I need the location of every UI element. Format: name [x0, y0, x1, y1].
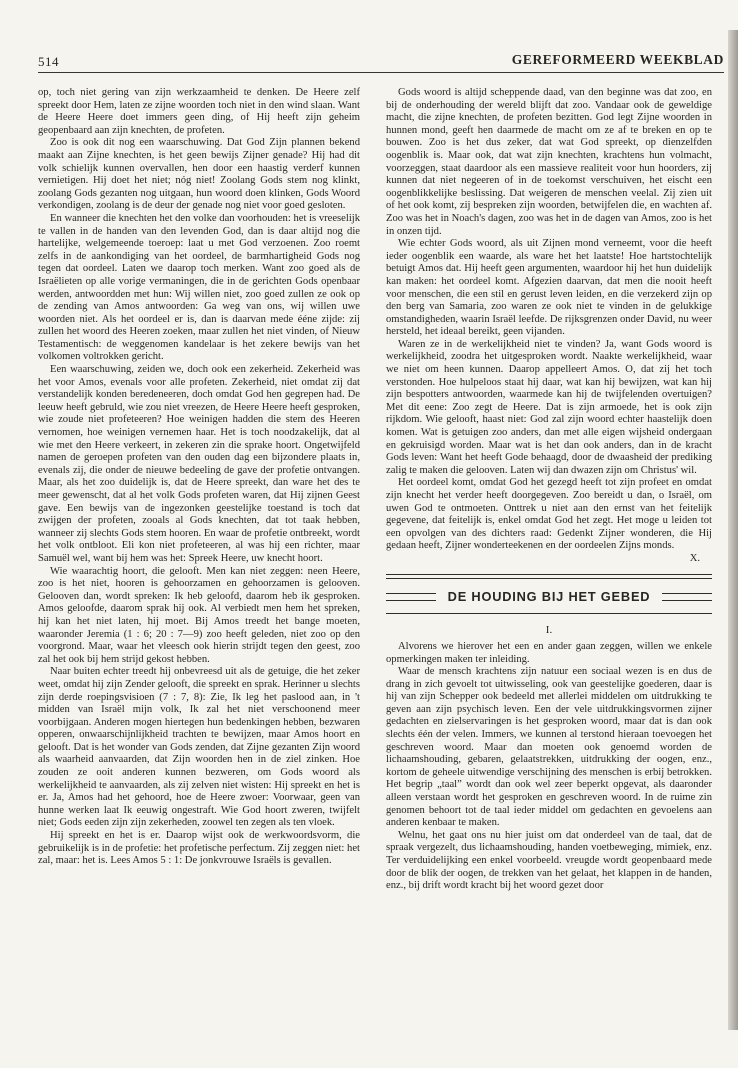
paragraph: Waar de mensch krachtens zijn natuur een sociaal wezen is en dus de drang in zich gevoelt tot uitwisseling, ook van geestelijke goederen, daar is hij van zijn Schepper ook bedeeld met allerlei middelen om uitdrukking te geven aan zijn psychisch leven. Een der vele uitdrukkingsvormen zijner gedachten en zielservaringen is het gesproken woord, maar dat is dan ook slechts één der velen. Immers, we kunnen al terstond hieraan toevoegen het geschreven woord. Maar dan moeten ook genoemd worden de lichaamshouding, gebaren, gelaatstrekken, uitdrukking der oogen, enz., kortom de geheele uitwendige verschijning des menschen is erbij betrokken. Het begrip „taal” wordt dan ook wel zeer beperkt opgevat, als daaronder alleen verstaan wordt het gesproken en geschreven woord. In de ruime zin genomen behoort tot de taal ieder middel om gedachten en gevoelens aan anderen kenbaar te maken.	[386, 666, 712, 829]
right-column	[386, 87, 712, 893]
paragraph: Het oordeel komt, omdat God het gezegd heeft tot zijn profeet en omdat zijn knecht het verder heeft doorgegeven. Zoo bereidt u dan, o Israël, om uwen God te ontmoeten. Onttrek u niet aan den ernst van het feitelijk gegevene, dat feitelijk is, enkel omdat God het zegt. Het moge u leiden tot een opvolgen van des dichters raad: Gedenkt Zijner wonderen, die Hij gedaan heeft, Zijner wonderteekenen en der oordeelen Zijns monds.	[386, 477, 712, 552]
paragraph: Welnu, het gaat ons nu hier juist om dat onderdeel van de taal, dat de spraak vergezelt, dus lichaamshouding, handen voetbeweging, mimiek, enz. Ter verduidelijking een enkel voorbeeld. vreugde wordt geopenbaard mede door de blik der oogen, de trekken van het gelaat, het klappen in de handen, enz., bij drift wordt kracht bij het woord gezet door	[386, 829, 712, 892]
heading-bar-left	[386, 593, 436, 601]
paragraph: Zoo is ook dit nog een waarschuwing. Dat God Zijn plannen bekend maakt aan Zijne knechten, is het geen bewijs Zijner genade? Hij had dit volk schielijk kunnen overvallen, hen door een haastig verderf kunnen vernietigen. Hij doet het niet; nóg niet! Zoolang Gods stem nog klinkt, zoolang Gods gezanten nog uitgaan, hun woord doen klinken, Gods Woord verkondigen, zoolang is de deur der genade nog niet voor goed gesloten.	[38, 137, 360, 212]
section-divider	[386, 574, 712, 579]
paragraph: op, toch niet gering van zijn werkzaamheid te denken. De Heere zelf spreekt door Hem, laten ze zijne woorden toch niet in den wind slaan. Want de Heere Heere doet immers geen ding, of Hij heeft zijn geheim geopenbaard aan zijn knechten, de profeten.	[38, 87, 360, 136]
paragraph: Een waarschuwing, zeiden we, doch ook een zekerheid. Zekerheid was het voor Amos, evenals voor alle profeten. Zekerheid, niet omdat zij dat verstandelijk konden beredeneeren, doch omdat God hen gegrepen had. De leeuw heeft gebruld, wie zou niet vreezen, de Heere Heere heeft gesproken, wie zoude niet profeteeren? Hoe weinigen hadden die stem des Heeren vernomen, hoe weinigen vernemen haar. Het is toch noodzakelijk, dat al wie met den Heere verkeert, in zekeren zin die sprake hoort. Ongetwijfeld namen de geroepen profeten van den ouden dag een bijzondere plaats in, evenals zij, die onder de nieuwe bedeeling de gave der profetie ontvangen. Maar, als het zoo duidelijk is, dat de Heere spreekt, dan ware het des te meer gewenscht, dat al het volk Gods profeten waren, dat Hij zijnen Geest gave. Een bewijs van de ingezonken geestelijke toestand is toch dat zwijgen der profeten, zooals al Gods knechten, dat tot taak hebben, wanneer zij slechts Gods stem hooren. En waar de profetie ontbreekt, wordt het volk ontbloot. Eli kon niet profeteeren, al was hij een richter, maar Samuël wel, want bij hem was het: Spreek Heere, uw knecht hoort.	[38, 364, 360, 564]
paragraph: Hij spreekt en het is er. Daarop wijst ook de werkwoordsvorm, die gebruikelijk is in de profetie: het profetische perfectum. Zij zeggen niet: het zal, maar: het is. Lees Amos 5 : 1: De jonkvrouwe Israëls is gevallen.	[38, 830, 360, 867]
section-heading	[386, 587, 712, 607]
publication-title: GEREFORMEERD WEEKBLAD	[511, 52, 724, 67]
page-spine-shadow	[728, 30, 738, 1030]
divider-rule	[386, 613, 712, 614]
paragraph: Wie echter Gods woord, als uit Zijnen mond verneemt, voor die heeft ieder oogenblik een waarde, als ware het het laatste! Hoe hartstochtelijk betuigt Amos dat. Hij heeft geen argumenten, waardoor hij het hun duidelijk kan maken: het oordeel komt. Afgezien daarvan, dat men die nooit heeft voor menschen, die een stil en gerust leven leiden, en die verzekerd zijn op den berg van Samaria, zoo waren ze ook niet te vinden in de gelukkige omstandigheden, waarin Israël leefde. De rijksgrenzen onder David, nu weer hersteld, het ideaal bereikt, geen vijanden.	[386, 238, 712, 338]
paragraph: En wanneer die knechten het den volke dan voorhouden: het is vreeselijk te vallen in de handen van den levenden God, dan is daar altijd nog die hartelijke, welgemeende toeroep: laat u met God verzoenen. Zoo roemt zelfs in de aankondiging van het oordeel, de barmhartigheid Gods nog tegen dat oordeel. Laten we daarop toch merken. Want zoo goed als de Israëlieten op alle vorige vermaningen, die in de gerichten Gods openbaar werden, antwoordden met hun: Wij willen niet, zoo goed zullen ze ook op de zending van Amos antwoorden: Ga weg van ons, wij willen uwe woorden niet. Als het oordeel er is, dan is daarvan mede ééne zijde: zij zullen het woord des Heeren zoeken, maar zullen het niet vinden, of Nieuw Testamentisch: de weggenomen kandelaar is het zekere bewijs van het volkomen voltrokken gericht.	[38, 212, 360, 363]
paragraph: Naar buiten echter treedt hij onbevreesd uit als de getuige, die het zeker weet, omdat hij zijn Zender gelooft, die spreekt en sprak. Herinner u slechts zijn derde roepingsvisioen (7 : 7, 8): Zie, Ik leg het paslood aan, in 't midden van Israël mijn volk, Ik zal het niet verschoonend meer voorbijgaan. Anderen mogen hiertegen hun bedenkingen hebben, bezwaren opperen, onwaarschijnlijkheid trachten te bewijzen, maar Amos hoort en gelooft. Dat is het wonder van Gods zenden, dat Zijne gezanten Zijn woord als waarheid aanvaarden, dat Zijn woorden hen in de ziel zinken. Hoe zouden ze ooit anderen kunnen bezweren, om Gods woord als werkelijkheid te aanvaarden, als zij zelven niet wisten: Hij spreekt en het is er. Ja, Amos had het gehoord, hoe de Heere zwoer: Voorwaar, geen van hunne werken laat Ik eeuwig ongestraft. Wie God hoort zweren, twijfelt niet; Gods eeden zijn zijn zekerheden, zoowel ten zegen als ten vloek.	[38, 666, 360, 829]
author-signature: X.	[689, 552, 700, 564]
paragraph: Waren ze in de werkelijkheid niet te vinden? Ja, want Gods woord is werkelijkheid, zoodra het uitgesproken wordt. Naakte werkelijkheid, waar we niet om heen kunnen. Daarop appelleert Amos. O, dat zij het toch verstonden. Hoe hulpeloos staat hij daar, wat kan hij bewijzen, wat kan hij zijn bespotters antwoorden, waarmede kan hij de twijfelenden overtuigen? Met dit eene: Zoo zegt de Heere. Dat is zijn armoede, het is ook zijn rijkdom. Wie gelooft, haast niet: God zal zijn woord echter haastelijk doen komen. Wat is getuigen zoo anders, dan met alle eigen wijsheid ondergaan en gekruisigd worden. Maar wat is het dan ook anders, dan in de kracht Gods leven: Want het heeft Gode behaagd, door de dwaasheid der prediking zalig te maken die gelooven. Laten wij dan dwazen zijn om Christus' wil.	[386, 338, 712, 476]
left-column	[38, 87, 360, 868]
divider-rule	[386, 574, 712, 575]
paragraph: Gods woord is altijd scheppende daad, van den beginne was dat zoo, en bij de onderhouding der wereld blijft dat zoo. Vandaar ook de geweldige macht, die zijne knechten, de profeten bezitten. God legt Zijne woorden in hunnen mond, geeft hen daarmede de macht om ze af te breken en op te bouwen. Zoo is het dus zeker, dat wat God spreekt, op dienzelfden oogenblik is. Maar ook, dat wat zijn knechten, krachtens hun volmacht, voorzeggen, staat daardoor als een massieve realiteit voor hun hoorders, zij kunnen dat niet negeeren of in de toekomst verschuiven, het eischt een oogenblikkelijke beslissing. Dat weigeren de menschen veelal. Zij zien uit of het ook komt, zij bespreken zijn woorden, betwijfelen die, en wachten af. Zoo was het in Noach's dagen, zoo was het in de dagen van Amos, zoo is het in onzen tijd.	[386, 87, 712, 237]
section-title-text: DE HOUDING BIJ HET GEBED	[447, 588, 651, 604]
section-number: I.	[545, 624, 553, 637]
section-divider-under	[386, 613, 712, 614]
divider-rule	[386, 578, 712, 579]
paragraph: Alvorens we hierover het een en ander gaan zeggen, willen we enkele opmerkingen maken ter inleiding.	[386, 640, 712, 665]
page-header	[38, 52, 724, 73]
heading-bar-right	[662, 593, 712, 601]
page-number: 514	[38, 54, 59, 69]
paragraph: Wie waarachtig hoort, die gelooft. Men kan niet zeggen: neen Heere, zoo is het niet, hooren is gehoorzamen en gehoorzamen is gelooven. Gelooven dan, wordt spreken: Ik heb geloofd, daarom heb ik gesproken. Amos geloofde, daarom sprak hij ook. Al verbiedt men hem het spreken, hij kan het niet laten, hij moet. Bij Amos treedt het bange moeten, waaronder Jeremia (1 : 6; 20 : 7—9) zoo heeft geleden, niet zoo op den voorgrond. Maar, waar het vleesch ook hierin strijdt tegen den geest, zoo zal het ook bij hem strijd gekost hebben.	[38, 565, 360, 665]
